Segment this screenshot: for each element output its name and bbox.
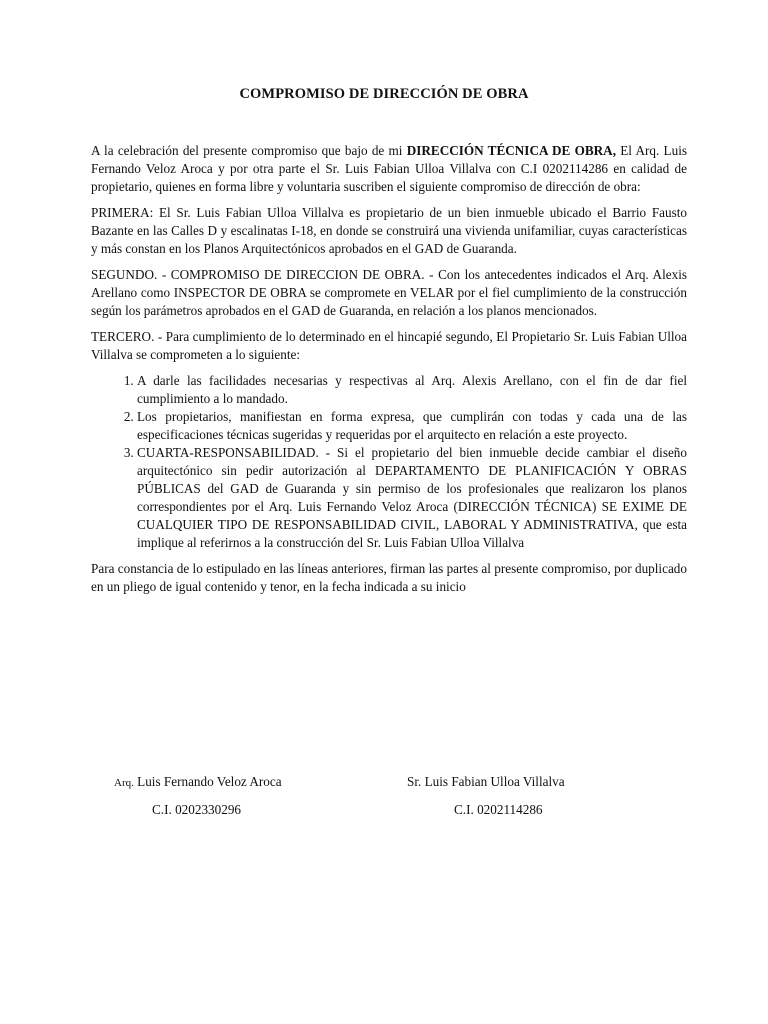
signature-name-left-text: Luis Fernando Veloz Aroca <box>133 774 282 789</box>
intro-paragraph <box>91 142 687 196</box>
intro-bold-text: DIRECCIÓN TÉCNICA DE OBRA, <box>406 143 616 158</box>
obligations-list <box>91 372 687 552</box>
document-title: COMPROMISO DE DIRECCIÓN DE OBRA <box>239 86 529 102</box>
signature-prefix-left: Arq. <box>114 777 134 789</box>
intro-text-start: A la celebración del presente compromiso que bajo de mi <box>91 143 407 158</box>
intro-text-end: El Arq. Luis Fernando Veloz Aroca y por otra parte el Sr. Luis Fabian Ulloa Villalva con C.I 0202114286 en calidad de propietario, quienes en forma libre y voluntaria suscriben el siguiente compromiso de dirección de obra: <box>91 143 688 194</box>
list-item: 1. A darle las facilidades necesarias y respectivas al Arq. Alexis Arellano, con el fin de dar fiel cumplimiento a lo mandado. <box>137 372 687 408</box>
clause-primera: PRIMERA: El Sr. Luis Fabian Ulloa Villalva es propietario de un bien inmueble ubicado el Barrio Fausto Bazante en las Calles D y escalinatas I-18, en donde se construirá una vivienda unifamiliar, cuyas características y más constan en los Planos Arquitectónicos aprobados en el GAD de Guaranda. <box>91 205 687 256</box>
list-item: 2. Los propietarios, manifiestan en forma expresa, que cumplirán con todas y cada una de las especificaciones técnicas sugeridas y requeridas por el arquitecto en relación a este proyecto. <box>137 408 687 444</box>
clause-segundo: SEGUNDO. - COMPROMISO DE DIRECCION DE OBRA. - Con los antecedentes indicados el Arq. Alexis Arellano como INSPECTOR DE OBRA se compromete en VELAR por el fiel cumplimiento de la construcción según los parámetros aprobados en el GAD de Guaranda, en relación a los planos mencionados. <box>91 267 687 318</box>
signature-ci-left: C.I. 0202330296 <box>152 802 242 817</box>
signature-ci-right: C.I. 0202114286 <box>454 802 543 817</box>
document-body <box>91 142 687 604</box>
clause-tercero: TERCERO. - Para cumplimiento de lo determinado en el hincapié segundo, El Propietario Sr. Luis Fabian Ulloa Villalva se comprometen a lo siguiente: <box>91 329 687 362</box>
signature-name-left <box>114 773 282 792</box>
closing-paragraph: Para constancia de lo estipulado en las líneas anteriores, firman las partes al presente compromiso, por duplicado en un pliego de igual contenido y tenor, en la fecha indicada a su inicio <box>91 561 687 594</box>
signature-name-right: Sr. Luis Fabian Ulloa Villalva <box>407 774 565 789</box>
list-item: 3. CUARTA-RESPONSABILIDAD. - Si el propietario del bien inmueble decide cambiar el diseño arquitectónico sin pedir autorización al DEPARTAMENTO DE PLANIFICACIÓN Y OBRAS PÚBLICAS del GAD de Guaranda y sin permiso de los profesionales que realizaron los planos correspondientes por el Arq. Luis Fernando Veloz Aroca (DIRECCIÓN TÉCNICA) SE EXIME DE CUALQUIER TIPO DE RESPONSABILIDAD CIVIL, LABORAL Y ADMINISTRATIVA, que esta implique al referirnos a la construcción del Sr. Luis Fabian Ulloa Villalva <box>137 444 687 552</box>
